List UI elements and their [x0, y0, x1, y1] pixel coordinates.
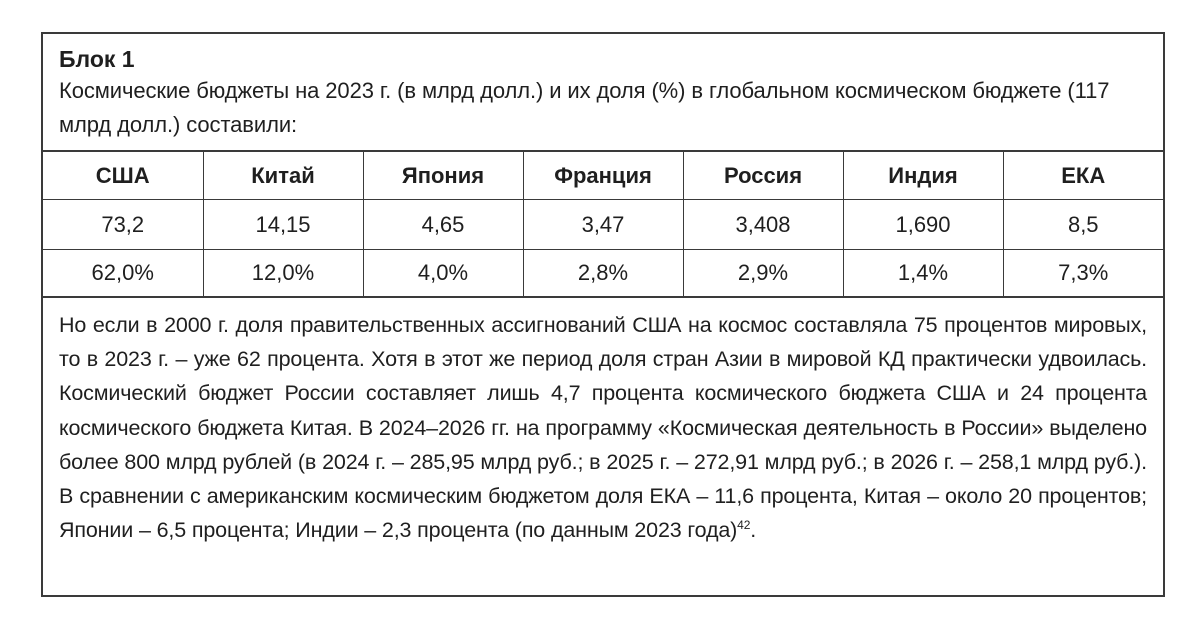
table-cell-share: 2,9% [683, 250, 843, 298]
table-cell-budget: 73,2 [43, 200, 203, 250]
table-cell-budget: 1,690 [843, 200, 1003, 250]
table-header-usa: США [43, 152, 203, 200]
table-cell-share: 4,0% [363, 250, 523, 298]
table-header-esa: ЕКА [1003, 152, 1163, 200]
table-header-row [43, 152, 1163, 200]
budget-table [43, 152, 1163, 298]
table-cell-budget: 4,65 [363, 200, 523, 250]
table-cell-share: 62,0% [43, 250, 203, 298]
table-cell-budget: 8,5 [1003, 200, 1163, 250]
body-paragraph-text: Но если в 2000 г. доля правительственных ассигнований США на космос составляла 75 процентов мировых, то в 2023 г. – уже 62 процента. Хотя в этот же период доля стран Азии в мировой КД практически удвоилась. Космический бюджет России составляет лишь 4,7 процента космического бюджета США и 24 процента космического бюджета Китая. В 2024–2026 гг. на программу «Космическая деятельность в России» выделено более 800 млрд рублей (в 2024 г. – 285,95 млрд руб.; в 2025 г. – 272,91 млрд руб.; в 2026 г. – 258,1 млрд руб.). В сравнении с американским космическим бюджетом доля ЕКА – 11,6 процента, Китая – около 20 процентов; Японии – 6,5 процента; Индии – 2,3 процента (по данным 2023 года) [59, 313, 1147, 543]
block-title: Блок 1 [59, 46, 135, 72]
block-header [43, 34, 1163, 152]
info-block [41, 32, 1165, 597]
table-cell-share: 12,0% [203, 250, 363, 298]
block-intro: Космические бюджеты на 2023 г. (в млрд долл.) и их доля (%) в глобальном космическом бюджете (117 млрд долл.) составили: [59, 78, 1110, 137]
table-cell-share: 1,4% [843, 250, 1003, 298]
table-header-france: Франция [523, 152, 683, 200]
table-row-budgets [43, 200, 1163, 250]
table-cell-budget: 14,15 [203, 200, 363, 250]
table-cell-share: 2,8% [523, 250, 683, 298]
table-cell-budget: 3,408 [683, 200, 843, 250]
footnote-ref: 42 [737, 518, 751, 533]
table-row-shares [43, 250, 1163, 298]
body-paragraph: Но если в 2000 г. доля правительственных ассигнований США на космос составляла 75 процентов мировых, то в 2023 г. – уже 62 процента. Хотя в этот же период доля стран Азии в мировой КД практически удвоилась. Космический бюджет России составляет лишь 4,7 процента космического бюджета США и 24 процента космического бюджета Китая. В 2024–2026 гг. на программу «Космическая деятельность в России» выделено более 800 млрд рублей (в 2024 г. – 285,95 млрд руб.; в 2025 г. – 272,91 млрд руб.; в 2026 г. – 258,1 млрд руб.). В сравнении с американским космическим бюджетом доля ЕКА – 11,6 процента, Китая – около 20 процентов; Японии – 6,5 процента; Индии – 2,3 процента (по данным 2023 года)$^{42}$. [59, 313, 1147, 543]
table-header-japan: Япония [363, 152, 523, 200]
table-cell-budget: 3,47 [523, 200, 683, 250]
table-header-russia: Россия [683, 152, 843, 200]
table-header-india: Индия [843, 152, 1003, 200]
table-header-china: Китай [203, 152, 363, 200]
table-cell-share: 7,3% [1003, 250, 1163, 298]
